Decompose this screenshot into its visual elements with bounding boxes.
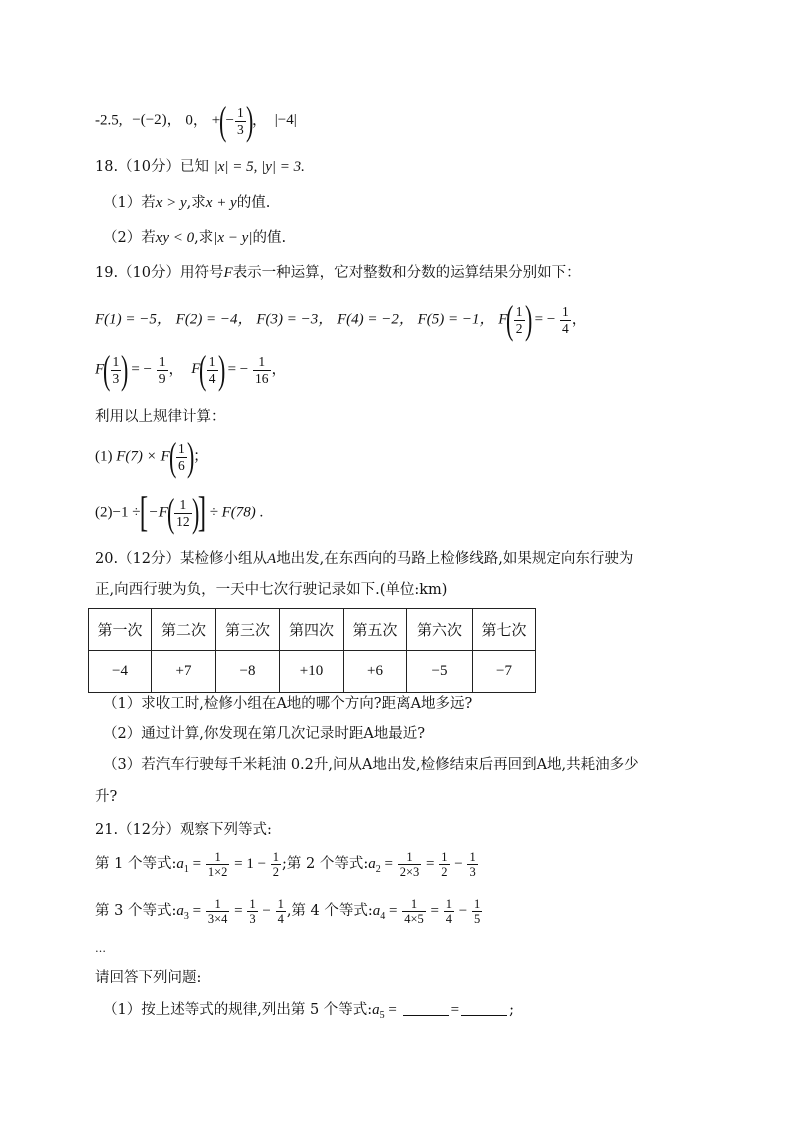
q21-header: 21.（12分）观察下列等式: (95, 822, 272, 838)
answer-blank-2[interactable] (461, 1015, 507, 1016)
q19-f-quarter-arg: $\frac{1}{4}$ (208, 353, 216, 386)
q19-f-quarter-result: $\frac{1}{16}$ (255, 353, 269, 386)
q19-f-third-arg: $\frac{1}{3}$ (112, 353, 120, 386)
q18-part2: （2）若xy < 0,求|x − y|的值. (103, 230, 287, 246)
table-cell: +7 (152, 651, 216, 693)
table-header-cell: 第四次 (280, 609, 344, 651)
answer-blank-1[interactable] (403, 1015, 449, 1016)
q20-trip-table (88, 608, 536, 693)
q18-part1: （1）若x > y,求x + y的值. (103, 195, 271, 211)
q21-ellipsis: … (95, 942, 106, 955)
q21-eq-row-2: 第 3 个等式$:a_3$ = $\frac{1}{3\times 4}$ = $\frac{1}{3}$ − $\frac{1}{4}$ ,第 4 个等式$:a_4$ = $\frac{1}{4\times 5}$ = $\frac{1}{4}$ − $\frac{1}{5}$ (95, 897, 481, 926)
table-header-cell: 第六次 (407, 609, 473, 651)
q19-calc-2: (2)−1 ÷[−F( $\frac{1}{12}$ )] ÷ F(78) . (95, 490, 264, 536)
q19-calc-1: (1) F(7) × F( $\frac{1}{6}$ )； (95, 434, 209, 479)
q20-part3: （3）若汽车行驶每千米耗油 0.2升,问从A地出发,检修结束后再回到A地,共耗油多少 (103, 757, 639, 773)
table-cell: +6 (344, 651, 407, 693)
q19-integer-values: F(1) = −5， F(2) = −4， F(3) = −3， F(4) = −2， F(5) = −1， F( $\frac{1}{2}$ ) = − $\frac{1}{4}$ ， (95, 297, 587, 342)
q19-f-half-arg: $\frac{1}{2}$ (515, 303, 523, 336)
q17-fraction: $\frac{1}{3}$ (236, 104, 244, 137)
q18-given: |x| = 5, |y| = 3. (213, 159, 305, 175)
q20-line1: 20.（12分）某检修小组从A地出发,在东西向的马路上检修线路,如果规定向东行驶为 (95, 551, 634, 567)
q20-part2: （2）通过计算,你发现在第几次记录时距A地最近? (103, 726, 426, 742)
q18-header: 18.（10分）已知 |x| = 5, |y| = 3. (95, 159, 305, 175)
q19-f-half-result: $\frac{1}{4}$ (562, 303, 569, 336)
table-cell: −7 (473, 651, 536, 693)
q20-part3-cont: 升? (95, 789, 118, 805)
q17-number-list: -2.5, −(−2)， 0， +(− $\frac{1}{3}$ )， |−4| (95, 98, 297, 143)
q17-item-3: 0， (185, 112, 208, 129)
q17-item-1: -2.5, (95, 112, 123, 129)
q19-f-third-result: $\frac{1}{9}$ (158, 353, 166, 386)
table-header-cell: 第二次 (152, 609, 216, 651)
q21-prompt: 请回答下列问题: (95, 970, 202, 986)
q19-header: 19.（10分）用符号F表示一种运算，它对整数和分数的运算结果分别如下： (95, 265, 581, 281)
q17-item-2: −(−2)， (132, 112, 182, 129)
table-cell: −4 (89, 651, 152, 693)
q20-part1: （1）求收工时,检修小组在A地的哪个方向?距离A地多远? (103, 696, 473, 712)
q19-prompt: 利用以上规律计算： (95, 409, 226, 425)
q19-fraction-values: F( $\frac{1}{3}$ ) = − $\frac{1}{9}$ ， F( $\frac{1}{4}$ ) = − $\frac{1}{16}$ ， (95, 347, 287, 392)
q20-line2: 正,向西行驶为负，一天中七次行驶记录如下.(单位:km) (95, 582, 448, 598)
q17-item-abs: |−4| (274, 112, 297, 129)
q17-minus: − (225, 112, 234, 129)
table-row (89, 609, 536, 651)
table-cell: −8 (216, 651, 280, 693)
table-header-cell: 第三次 (216, 609, 280, 651)
q21-part1: （1）按上述等式的规律,列出第 5 个等式$:a_5$ = = ; (103, 1002, 514, 1021)
q17-item-4: + (211, 112, 221, 129)
table-header-cell: 第七次 (473, 609, 536, 651)
table-header-cell: 第一次 (89, 609, 152, 651)
table-row (89, 651, 536, 693)
table-cell: +10 (280, 651, 344, 693)
table-header-cell: 第五次 (344, 609, 407, 651)
q21-eq-row-1: 第 1 个等式$:a_1$ = $\frac{1}{1\times 2}$ = 1 − $\frac{1}{2}$ ;第 2 个等式$:a_2$ = $\frac{1}{2\times 3}$ = $\frac{1}{2}$ − $\frac{1}{3}$ (95, 850, 476, 879)
table-cell: −5 (407, 651, 473, 693)
